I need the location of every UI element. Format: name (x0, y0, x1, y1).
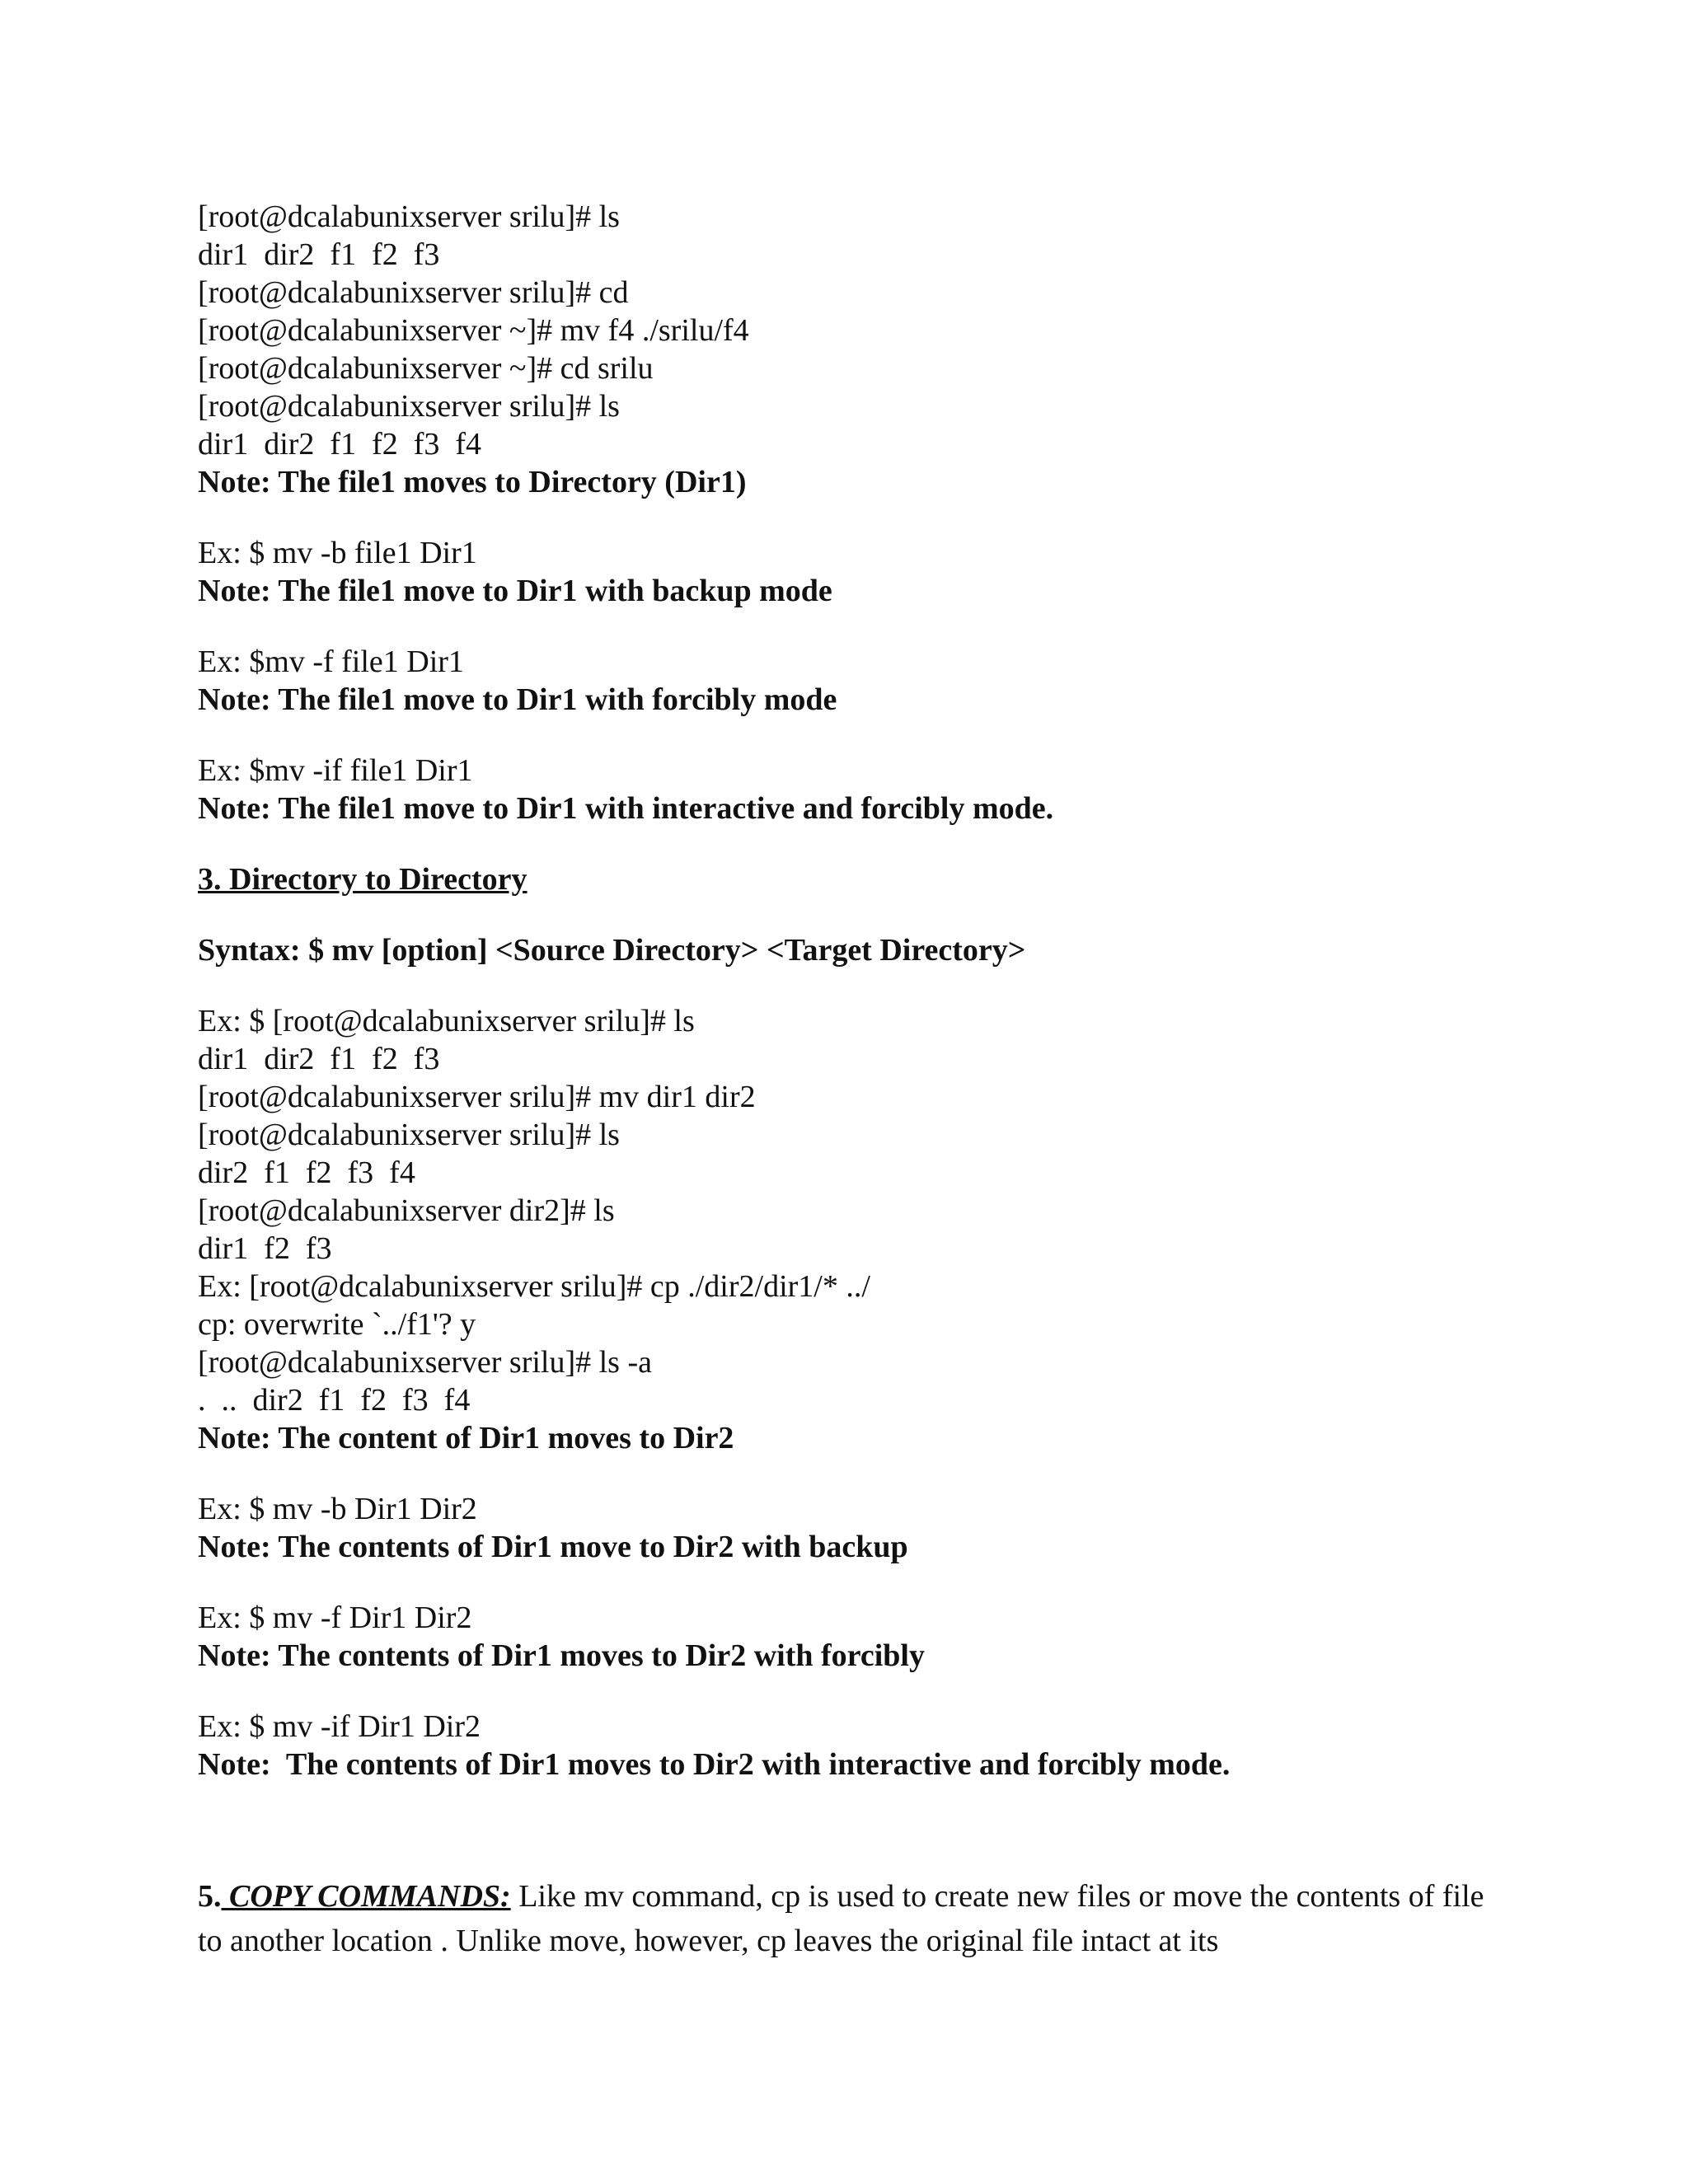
terminal-line: dir1 dir2 f1 f2 f3 (198, 237, 440, 272)
terminal-line: [root@dcalabunixserver ~]# cd srilu (198, 351, 654, 386)
note-text: Note: The file1 move to Dir1 with interactive and forcibly mode. (198, 791, 1054, 826)
note-text: Note: The contents of Dir1 moves to Dir2 with forcibly (198, 1638, 925, 1673)
terminal-line: cp: overwrite `../f1'? y (198, 1307, 476, 1342)
terminal-line: [root@dcalabunixserver dir2]# ls (198, 1193, 615, 1228)
terminal-line: dir1 dir2 f1 f2 f3 (198, 1042, 440, 1076)
example-command: Ex: $ mv -b file1 Dir1 (198, 536, 477, 570)
note-text: Note: The file1 move to Dir1 with backup mode (198, 574, 832, 608)
terminal-line: [root@dcalabunixserver srilu]# ls (198, 1118, 620, 1152)
terminal-line: [root@dcalabunixserver srilu]# ls (198, 389, 620, 424)
note-text: Note: The contents of Dir1 move to Dir2 with backup (198, 1530, 908, 1564)
terminal-line: [root@dcalabunixserver srilu]# cd (198, 275, 629, 310)
note-text: Note: The file1 moves to Directory (Dir1) (198, 465, 747, 499)
terminal-line: [root@dcalabunixserver ~]# mv f4 ./srilu/f4 (198, 313, 749, 348)
note-text: Note: The file1 move to Dir1 with forcibly mode (198, 682, 837, 717)
terminal-line: Ex: [root@dcalabunixserver srilu]# cp ./dir2/dir1/* ../ (198, 1269, 870, 1304)
syntax-line: Syntax: $ mv [option] <Source Directory> <Target Directory> (198, 933, 1026, 968)
example-command: Ex: $ mv -if Dir1 Dir2 (198, 1709, 481, 1744)
example-command: Ex: $mv -if file1 Dir1 (198, 753, 473, 788)
example-command: Ex: $ mv -b Dir1 Dir2 (198, 1492, 477, 1526)
example-command: Ex: $ mv -f Dir1 Dir2 (198, 1601, 472, 1635)
terminal-line: dir2 f1 f2 f3 f4 (198, 1155, 415, 1190)
terminal-line: [root@dcalabunixserver srilu]# ls (198, 199, 620, 234)
note-text: Note: The contents of Dir1 moves to Dir2 with interactive and forcibly mode. (198, 1747, 1231, 1782)
terminal-line: . .. dir2 f1 f2 f3 f4 (198, 1383, 471, 1418)
document-content (198, 198, 1517, 1963)
paragraph-text: Like mv command, cp is used to create new files or move the contents of file to another location . Unlike move, however, cp leaves the original file intact at its (198, 1879, 1484, 1958)
section-label: COPY COMMANDS: (221, 1879, 511, 1914)
note-text: Note: The content of Dir1 moves to Dir2 (198, 1421, 734, 1455)
section-heading: 3. Directory to Directory (198, 862, 528, 897)
copy-commands-paragraph (198, 1874, 1500, 1963)
terminal-line: Ex: $ [root@dcalabunixserver srilu]# ls (198, 1004, 695, 1038)
terminal-line: dir1 f2 f3 (198, 1231, 332, 1266)
section-number: 5. (198, 1879, 222, 1914)
terminal-line: dir1 dir2 f1 f2 f3 f4 (198, 427, 482, 462)
example-command: Ex: $mv -f file1 Dir1 (198, 644, 464, 679)
terminal-line: [root@dcalabunixserver srilu]# ls -a (198, 1345, 652, 1380)
terminal-line: [root@dcalabunixserver srilu]# mv dir1 dir2 (198, 1080, 756, 1114)
